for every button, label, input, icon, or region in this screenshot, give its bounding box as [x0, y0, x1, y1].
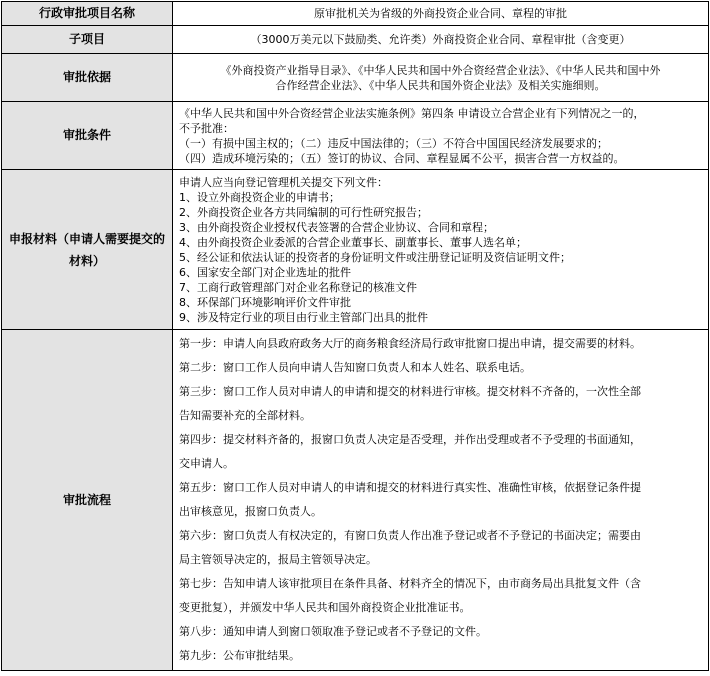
process-line: 第二步：窗口工作人员向申请人告知窗口负责人和本人姓名、联系电话。	[179, 361, 531, 374]
conditions-line: （四）造成环境污染的；（五）签订的协议、合同、章程显属不公平，损害合营一方权益的。	[179, 151, 625, 165]
row-item-name	[2, 2, 709, 26]
process-line: 交申请人。	[179, 457, 234, 470]
basis-line: 合作经营企业法》、《中华人民共和国外资企业法》及相关实施细则。	[275, 78, 606, 92]
materials-line: 3、由外商投资企业授权代表签署的合营企业协议、合同和章程；	[179, 220, 494, 234]
conditions-line: 不予批准：	[179, 121, 234, 135]
materials-value	[173, 170, 709, 330]
subitem-value: （3000万美元以下鼓励类、允许类）外商投资企业合同、章程审批（含变更）	[173, 26, 709, 54]
materials-line: 9、涉及特定行业的项目由行业主管部门出具的批件	[179, 310, 428, 324]
materials-line: 7、工商行政管理部门对企业名称登记的核准文件	[179, 280, 417, 294]
process-line: 第四步：提交材料齐备的，报窗口负责人决定是否受理，并作出受理或者不予受理的书面通知，	[179, 433, 641, 446]
row-process	[2, 330, 709, 671]
basis-line: 《外商投资产业指导目录》、《中华人民共和国中外合资经营企业法》、《中华人民共和国中外	[220, 63, 661, 77]
process-line: 变更批复），并颁发中华人民共和国外商投资企业批准证书。	[179, 601, 471, 614]
conditions-line: （一）有损中国主权的；（二）违反中国法律的；（三）不符合中国国民经济发展要求的；	[179, 136, 608, 150]
process-line: 第七步：告知申请人该审批项目在条件具备、材料齐全的情况下，由市商务局出具批复文件（含	[179, 577, 641, 590]
process-line: 出审核意见，报窗口负责人。	[179, 505, 322, 518]
materials-line: 2、外商投资企业各方共同编制的可行性研究报告；	[179, 205, 428, 219]
process-label: 审批流程	[2, 330, 173, 671]
basis-label: 审批依据	[2, 54, 173, 102]
materials-line: 8、环保部门环境影响评价文件审批	[179, 295, 351, 309]
conditions-line: 《中华人民共和国中外合资经营企业法实施条例》第四条 申请设立合营企业有下列情况之一的，	[179, 106, 645, 120]
process-line: 第八步：通知申请人到窗口领取准予登记或者不予登记的文件。	[179, 625, 487, 638]
process-value	[173, 330, 709, 671]
materials-line: 6、国家安全部门对企业选址的批件	[179, 265, 351, 279]
conditions-label: 审批条件	[2, 102, 173, 170]
process-line: 第五步：窗口工作人员对申请人的申请和提交的材料进行真实性、准确性审核，依据登记条件提	[179, 481, 641, 494]
row-conditions	[2, 102, 709, 170]
process-line: 局主管领导决定的，报局主管领导决定。	[179, 553, 377, 566]
item-name-label: 行政审批项目名称	[2, 2, 173, 26]
materials-line: 1、设立外商投资企业的申请书；	[179, 190, 340, 204]
approval-info-table	[1, 1, 709, 671]
materials-label: 申报材料（申请人需要提交的材料）	[2, 170, 173, 330]
materials-line: 申请人应当向登记管理机关提交下列文件：	[179, 175, 388, 189]
row-subitem	[2, 26, 709, 54]
row-basis	[2, 54, 709, 102]
process-line: 第六步：窗口负责人有权决定的，有窗口负责人作出准予登记或者不予登记的书面决定；需要由	[179, 529, 641, 542]
row-materials	[2, 170, 709, 330]
subitem-label: 子项目	[2, 26, 173, 54]
basis-value	[173, 54, 709, 102]
process-line: 第三步：窗口工作人员对申请人的申请和提交的材料进行审核。提交材料不齐备的，一次性全部	[179, 385, 641, 398]
process-line: 第九步：公布审批结果。	[179, 649, 300, 662]
conditions-value	[173, 102, 709, 170]
process-line: 告知需要补充的全部材料。	[179, 409, 311, 422]
materials-line: 5、经公证和依法认证的投资者的身份证明文件或注册登记证明及资信证明文件；	[179, 250, 571, 264]
process-line: 第一步：申请人向县政府政务大厅的商务粮食经济局行政审批窗口提出申请，提交需要的材料。	[179, 337, 641, 350]
materials-line: 4、由外商投资企业委派的合营企业董事长、副董事长、董事人选名单；	[179, 235, 527, 249]
item-name-value: 原审批机关为省级的外商投资企业合同、章程的审批	[173, 2, 709, 26]
